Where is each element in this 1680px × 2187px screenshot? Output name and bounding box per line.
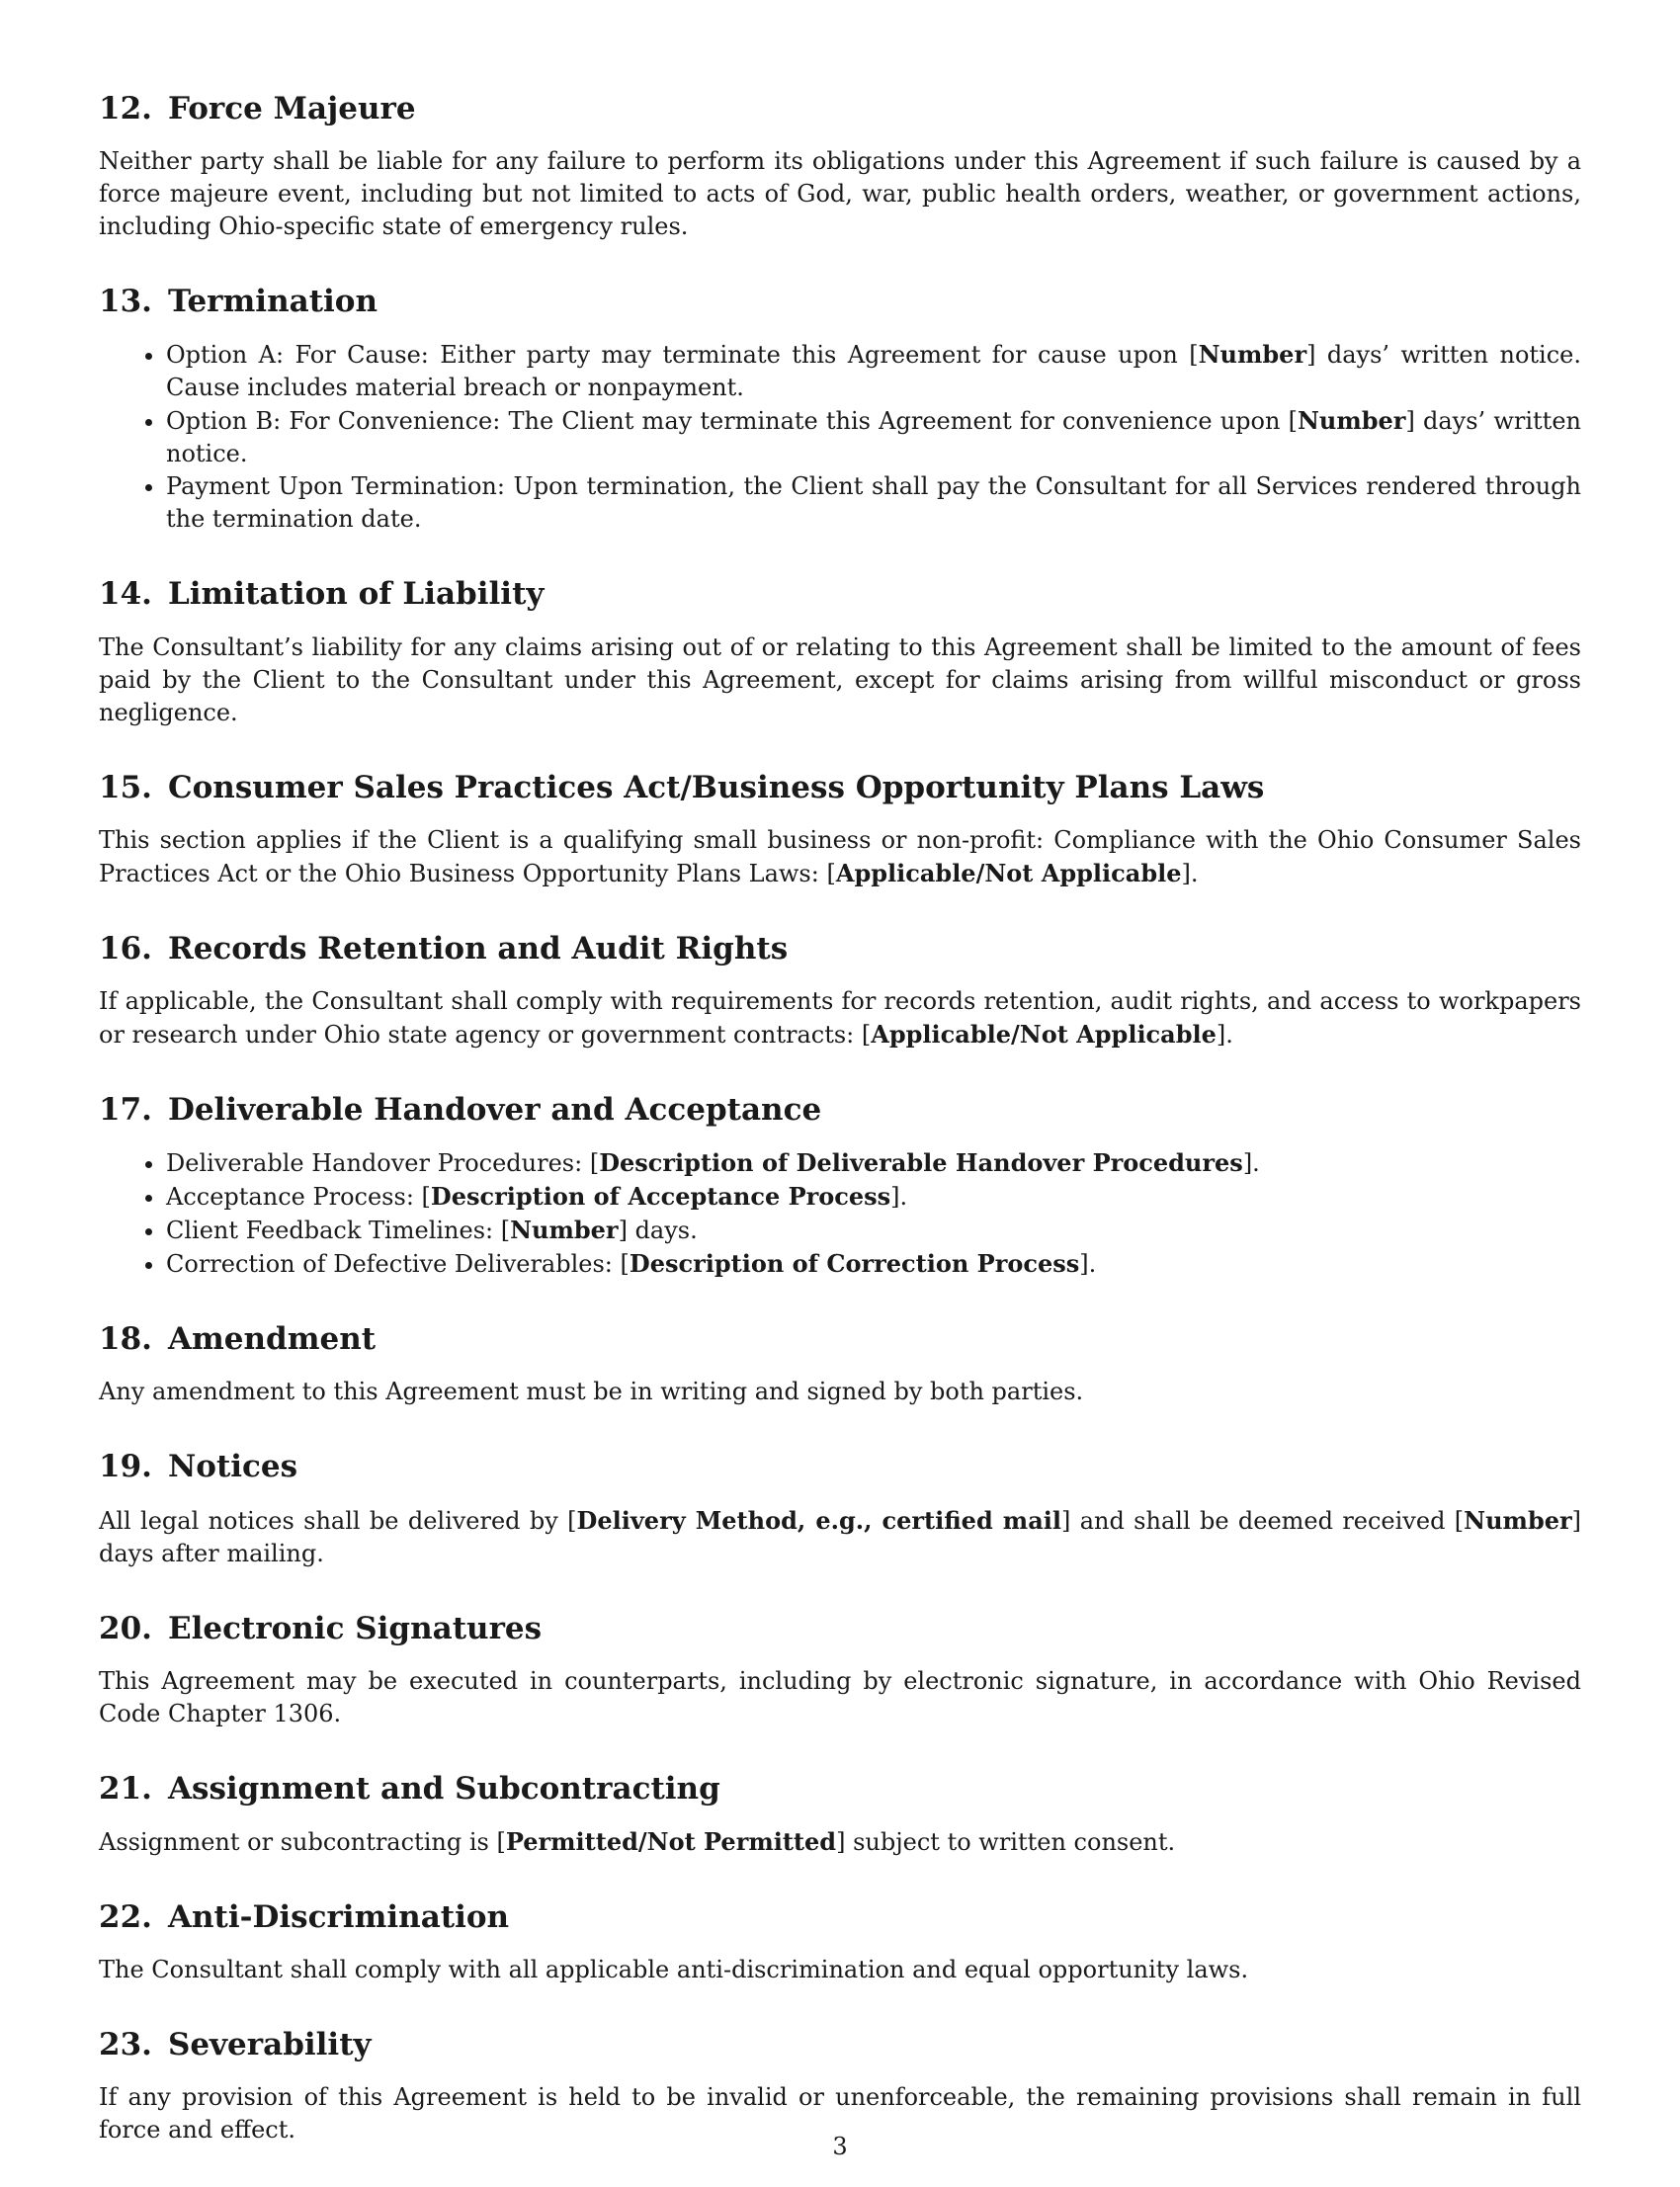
list-item: • Acceptance Process: [Description of Acceptance Process].	[166, 1180, 1581, 1214]
section-heading: 12. Force Majeure	[99, 91, 416, 126]
termination-list	[99, 338, 1581, 536]
section-body: Any amendment to this Agreement must be in writing and signed by both parties.	[99, 1378, 1084, 1406]
section-electronic-signatures	[99, 1611, 1581, 1730]
section-assignment	[99, 1771, 1581, 1859]
section-body: All legal notices shall be delivered by [Delivery Method, e.g., certified mail] and shall be deemed received [Number] days after mailing.	[99, 1505, 1582, 1567]
list-item: • Payment Upon Termination: Upon termination, the Client shall pay the Consultant for all Services rendered through the termination date.	[166, 470, 1581, 536]
list-item: • Correction of Defective Deliverables: [Description of Correction Process].	[166, 1247, 1581, 1281]
section-body: The Consultant shall comply with all applicable anti-discrimination and equal opportunity laws.	[99, 1956, 1249, 1984]
list-item: • Deliverable Handover Procedures: [Description of Deliverable Handover Procedures].	[166, 1146, 1581, 1180]
section-heading: 15. Consumer Sales Practices Act/Business Opportunity Plans Laws	[99, 769, 1265, 805]
section-body: This section applies if the Client is a qualifying small business or non-profit: Compliance with the Ohio Consumer Sales Practices Act or the Ohio Business Opportunity Plans Laws: [Applicable/Not Applicable].	[99, 825, 1581, 887]
section-heading: 13. Termination	[99, 284, 378, 320]
section-deliverable-handover	[99, 1092, 1581, 1281]
section-heading: 18. Amendment	[99, 1321, 377, 1358]
section-heading: 17. Deliverable Handover and Acceptance	[99, 1091, 822, 1128]
deliverable-list	[99, 1146, 1581, 1281]
document-page	[99, 91, 1581, 2187]
list-item: • Option B: For Convenience: The Client may terminate this Agreement for convenience upon [Number] days’ written notice.	[166, 404, 1581, 470]
section-heading: 14. Limitation of Liability	[99, 576, 545, 613]
section-heading: 19. Notices	[99, 1449, 298, 1485]
section-severability	[99, 2027, 1581, 2146]
section-body: Neither party shall be liable for any failure to perform its obligations under this Agreement if such failure is caused by a force majeure event, including but not limited to acts of God, war, public health orders, weather, or government actions, including Ohio-specific state of emergency rules.	[99, 147, 1581, 241]
section-body: This Agreement may be executed in counterparts, including by electronic signature, in accordance with Ohio Revised Code Chapter 1306.	[99, 1666, 1581, 1727]
list-item: • Client Feedback Timelines: [Number] days.	[166, 1214, 1581, 1247]
page-number: 3	[832, 2133, 848, 2160]
section-force-majeure	[99, 91, 1581, 243]
section-body: The Consultant’s liability for any claims arising out of or relating to this Agreement shall be limited to the amount of fees paid by the Client to the Consultant under this Agreement, except for claims arising from willful misconduct or gross negligence.	[99, 632, 1581, 726]
section-consumer-sales-practices	[99, 770, 1581, 890]
section-records-retention	[99, 931, 1581, 1051]
section-anti-discrimination	[99, 1899, 1581, 1986]
section-heading: 21. Assignment and Subcontracting	[99, 1770, 720, 1807]
section-heading: 16. Records Retention and Audit Rights	[99, 930, 789, 967]
list-item: • Option A: For Cause: Either party may terminate this Agreement for cause upon [Number] days’ written notice. Cause includes material breach or nonpayment.	[166, 338, 1581, 404]
section-heading: 22. Anti-Discrimination	[99, 1898, 510, 1935]
section-body: If applicable, the Consultant shall comply with requirements for records retention, audit rights, and access to workpapers or research under Ohio state agency or government contracts: [Applicable/Not Applicable].	[99, 986, 1581, 1049]
section-heading: 20. Electronic Signatures	[99, 1610, 543, 1646]
section-termination	[99, 284, 1581, 536]
section-heading: 23. Severability	[99, 2027, 372, 2063]
section-body: If any provision of this Agreement is held to be invalid or unenforceable, the remaining provisions shall remain in full force and effect.	[99, 2083, 1581, 2145]
section-notices	[99, 1449, 1581, 1569]
section-limitation-of-liability	[99, 576, 1581, 728]
section-body: Assignment or subcontracting is [Permitted/Not Permitted] subject to written consent.	[99, 1826, 1176, 1856]
section-amendment	[99, 1321, 1581, 1408]
